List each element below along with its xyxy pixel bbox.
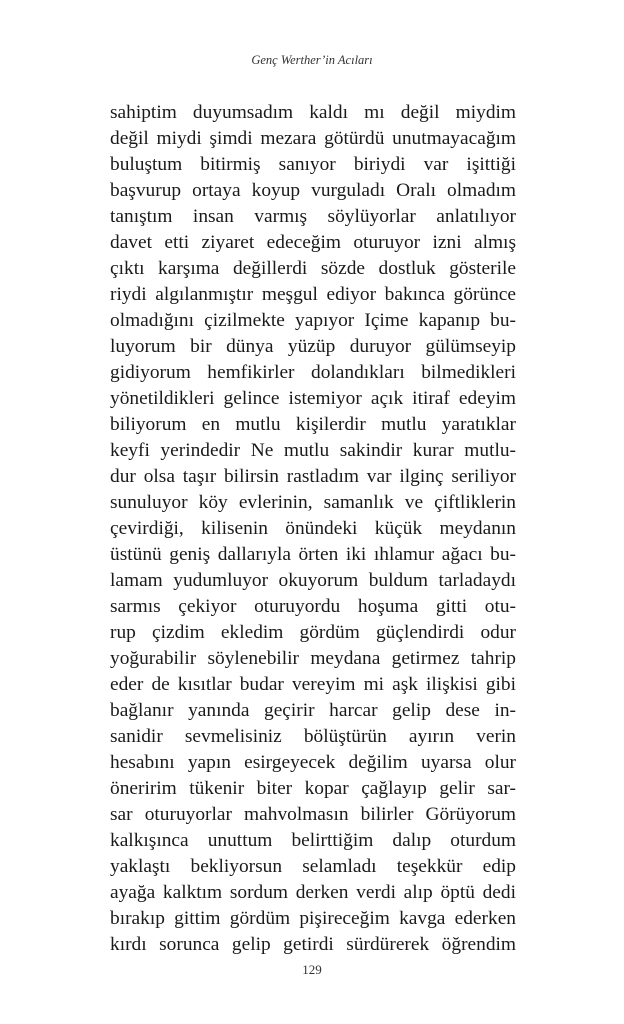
text-line: rup çizdim ekledim gördüm güçlendirdi odur — [110, 622, 516, 643]
text-line: riydi algılanmıştır meşgul ediyor bakınca görünce — [110, 284, 516, 305]
text-line: başvurup ortaya koyup vurguladı Oralı olmadım — [110, 180, 516, 201]
text-line: bırakıp gittim gördüm pişireceğim kavga ederken — [110, 908, 516, 929]
text-line: öneririm tükenir biter kopar çağlayıp gelir sar- — [110, 778, 516, 799]
text-line: sunuluyor köy evlerinin, samanlık ve çiftliklerin — [110, 492, 516, 513]
text-line: üstünü geniş dallarıyla örten iki ıhlamur ağacı bu- — [110, 544, 516, 565]
text-line: kalkışınca unuttum belirttiğim dalıp oturdum — [110, 830, 516, 851]
text-line: sahiptim duyumsadım kaldı mı değil miydim — [110, 102, 516, 123]
text-line: çevirdiği, kilisenin önündeki küçük meydanın — [110, 518, 516, 539]
text-line: sarmıs çekiyor oturuyordu hoşuma gitti otu- — [110, 596, 516, 617]
text-line: dur olsa taşır bilirsin rastladım var ilginç seriliyor — [110, 466, 516, 487]
text-line: gidiyorum hemfikirler dolandıkları bilmedikleri — [110, 362, 516, 383]
text-line: yaklaştı bekliyorsun selamladı teşekkür edip — [110, 856, 516, 877]
text-line: tanıştım insan varmış söylüyorlar anlatılıyor — [110, 206, 516, 227]
text-line: ayağa kalktım sordum derken verdi alıp öptü dedi — [110, 882, 516, 903]
text-line: yönetildikleri gelince istemiyor açık itiraf edeyim — [110, 388, 516, 409]
page-number: 129 — [302, 962, 322, 977]
text-line: bağlanır yanında geçirir harcar gelip dese in- — [110, 700, 516, 721]
text-line: luyorum bir dünya yüzüp duruyor gülümseyip — [110, 336, 516, 357]
text-line: kırdı sorunca gelip getirdi sürdürerek öğrendim — [110, 934, 516, 955]
text-line: buluştum bitirmiş sanıyor biriydi var işittiği — [110, 154, 516, 175]
body-text — [110, 100, 516, 958]
text-line: davet etti ziyaret edeceğim oturuyor izni almış — [110, 232, 516, 253]
text-line: biliyorum en mutlu kişilerdir mutlu yaratıklar — [110, 414, 516, 435]
text-line: değil miydi şimdi mezara götürdü unutmayacağım — [110, 128, 516, 149]
running-header: Genç Werther’in Acıları — [251, 53, 373, 67]
text-line: sar oturuyorlar mahvolmasın bilirler Görüyorum — [110, 804, 516, 825]
text-line: olmadığını çizilmekte yapıyor Içime kapanıp bu- — [110, 310, 516, 331]
text-line: sanidir sevmelisiniz bölüştürün ayırın verin — [110, 726, 516, 747]
text-line: eder de kısıtlar budar vereyim mi aşk ilişkisi gibi — [110, 674, 516, 695]
text-line: keyfi yerindedir Ne mutlu sakindir kurar mutlu- — [110, 440, 516, 461]
text-line: hesabını yapın esirgeyecek değilim uyarsa olur — [110, 752, 516, 773]
text-line: çıktı karşıma değillerdi sözde dostluk gösterile — [110, 258, 516, 279]
text-line: yoğurabilir söylenebilir meydana getirmez tahrip — [110, 648, 516, 669]
text-line: lamam yudumluyor okuyorum buldum tarladaydı — [110, 570, 516, 591]
